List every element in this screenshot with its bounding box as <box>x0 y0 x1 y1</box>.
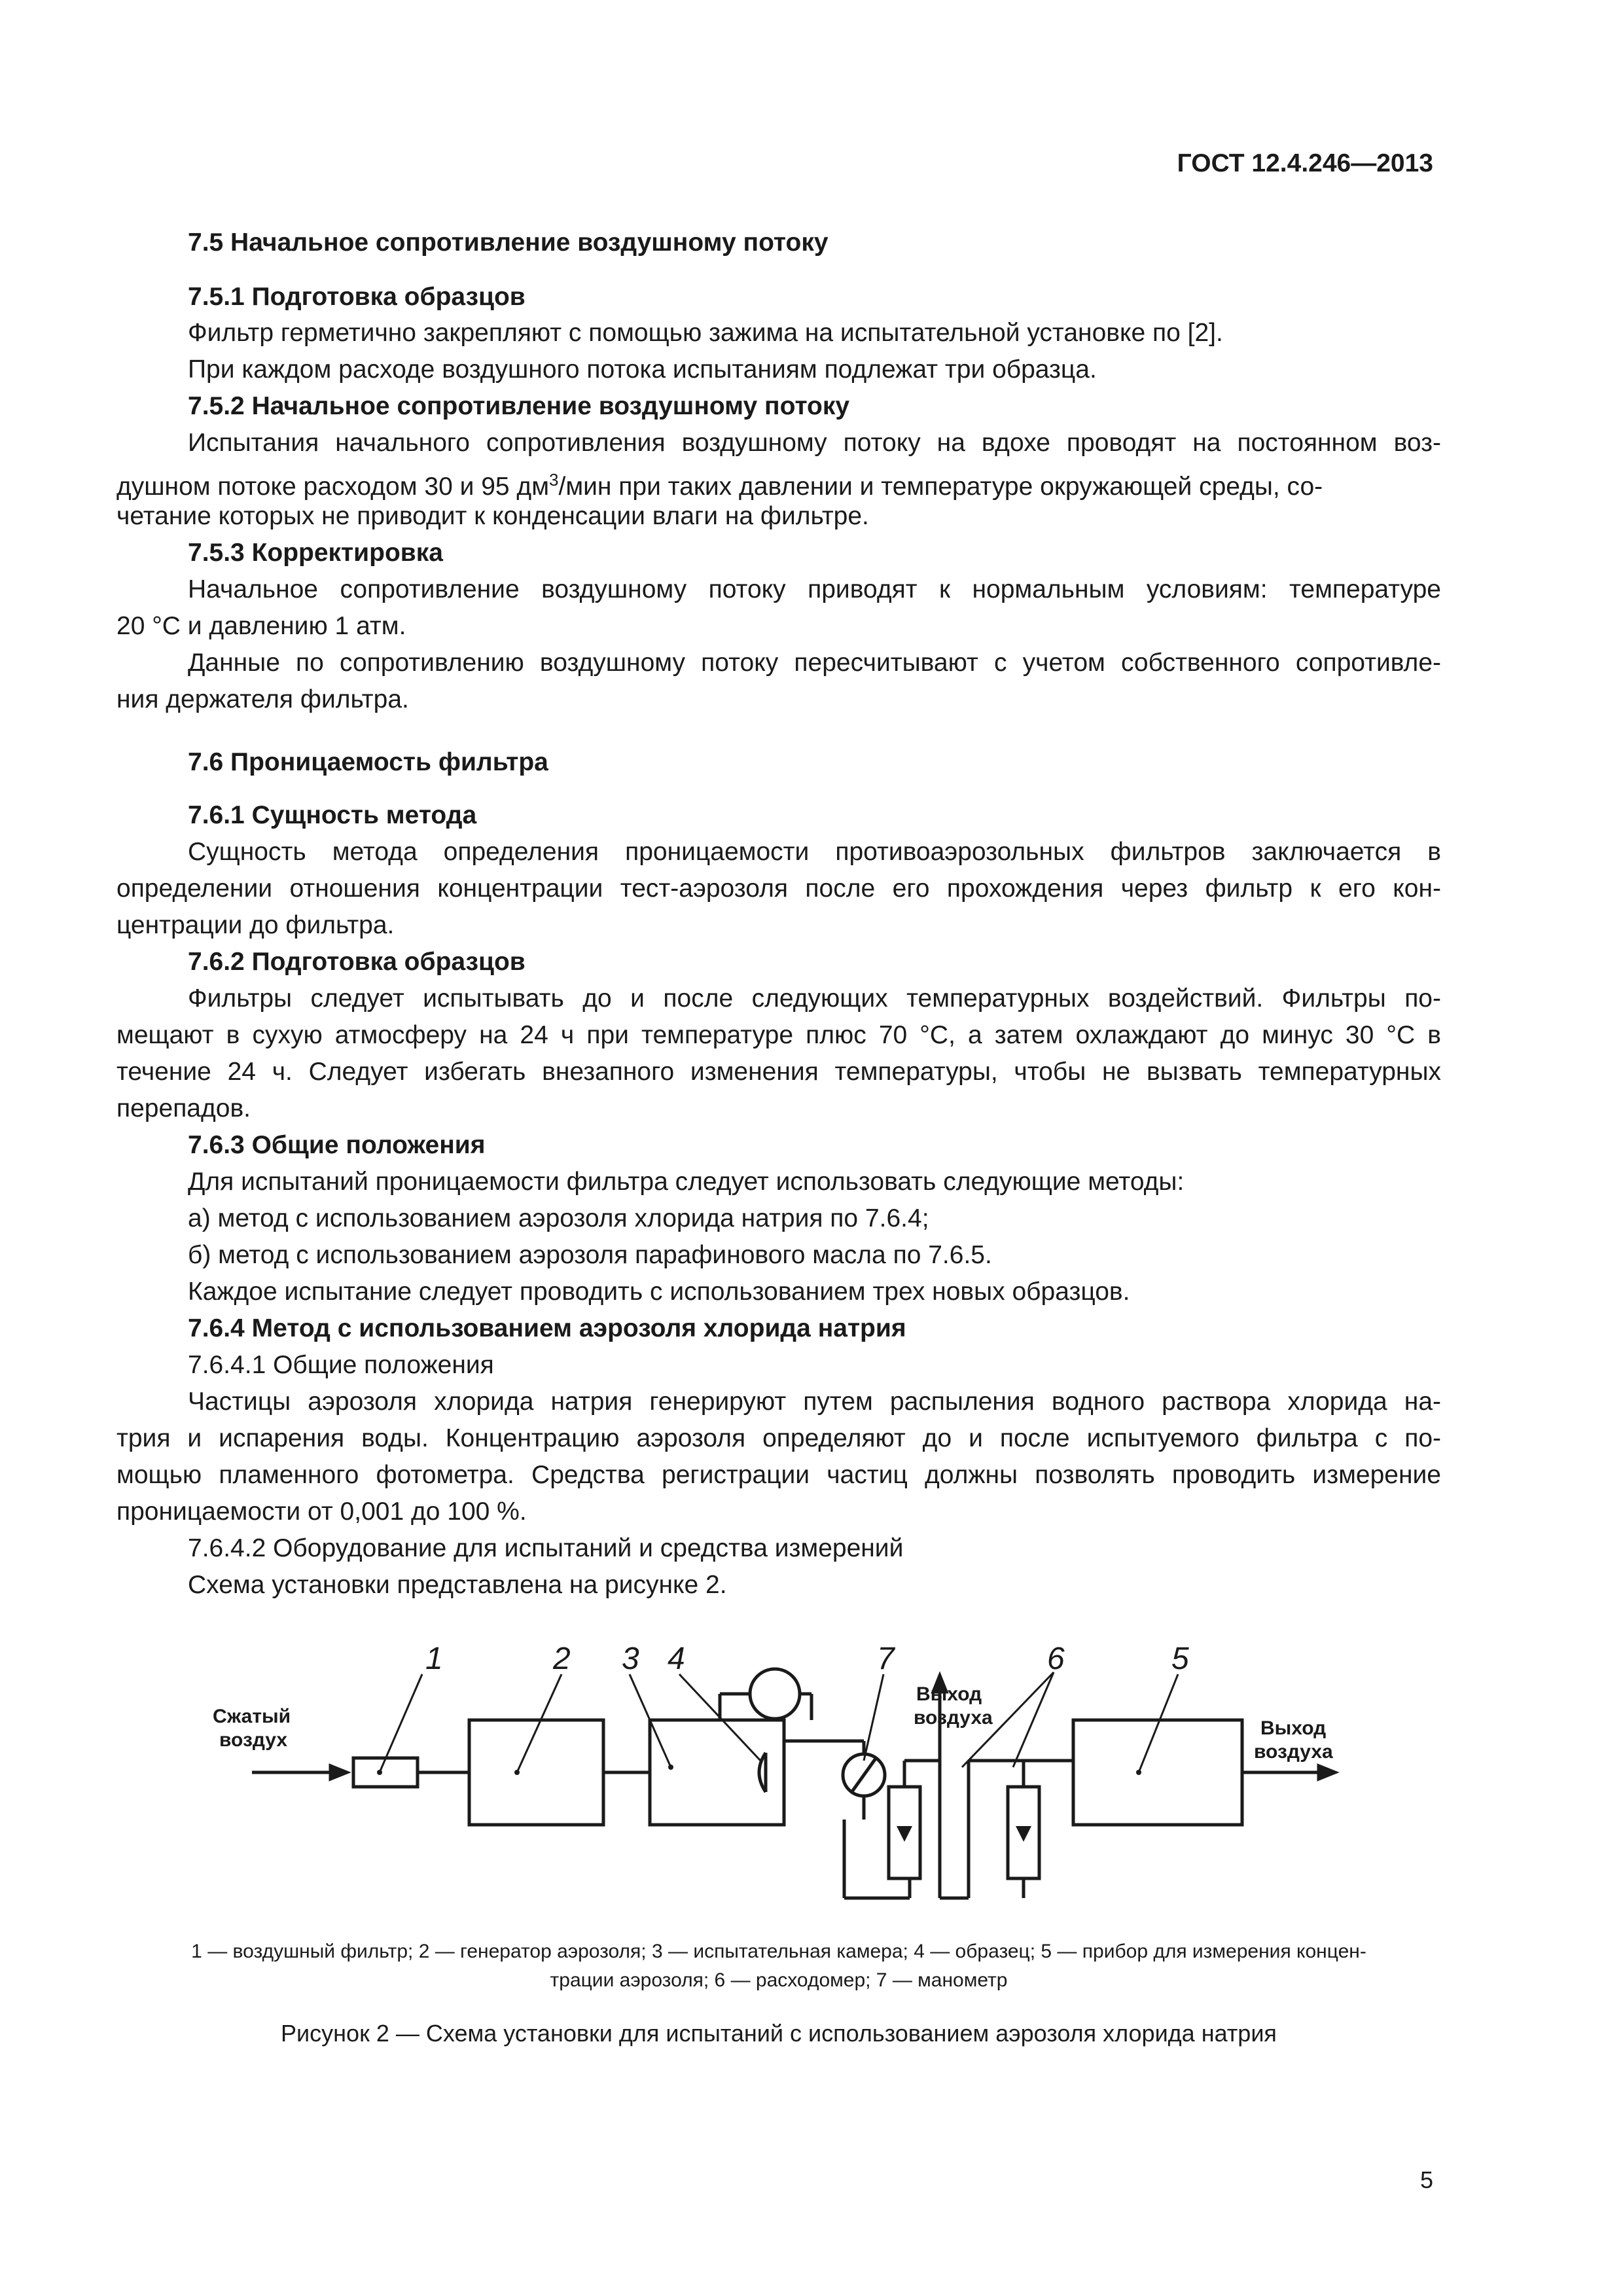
paragraph-line: Частицы аэрозоля хлорида натрия генерируют путем распыления водного раствора хлорида на- <box>188 1388 1441 1416</box>
leader-4 <box>679 1674 760 1761</box>
manometer-needle <box>851 1757 877 1793</box>
inlet-label: Сжатый <box>213 1706 291 1727</box>
label-3: 3 <box>622 1641 639 1676</box>
section-7-6-2-title: 7.6.2 Подготовка образцов <box>188 948 526 976</box>
paragraph-line: Схема установки представлена на рисунке 2. <box>188 1571 727 1599</box>
label-6: 6 <box>1047 1641 1065 1676</box>
outlet-arrow <box>1319 1766 1335 1779</box>
paragraph-line: проницаемости от 0,001 до 100 %. <box>116 1498 527 1526</box>
dot <box>1136 1770 1141 1775</box>
label-2: 2 <box>553 1641 571 1676</box>
section-7-6-1-title: 7.6.1 Сущность метода <box>188 801 477 829</box>
paragraph-line: Начальное сопротивление воздушному потоку приводят к нормальным условиям: температуре <box>188 575 1441 603</box>
paragraph-line: Фильтры следует испытывать до и после следующих температурных воздействий. Фильтры по- <box>188 984 1441 1013</box>
list-item: а) метод с использованием аэрозоля хлорида натрия по 7.6.4; <box>188 1204 929 1232</box>
label-1: 1 <box>425 1641 443 1676</box>
label-7: 7 <box>877 1641 895 1676</box>
paragraph-line: При каждом расходе воздушного потока испытаниям подлежат три образца. <box>188 355 1097 384</box>
flowmeter-2-float-icon <box>1016 1826 1031 1842</box>
section-7-5-2-title: 7.5.2 Начальное сопротивление воздушному потоку <box>188 392 850 420</box>
inlet-arrow <box>330 1766 347 1779</box>
concentration-meter-box <box>1073 1720 1242 1825</box>
paragraph-line: Данные по сопротивлению воздушному потоку пересчитывают с учетом собственного сопротивле- <box>188 649 1441 677</box>
list-item: б) метод с использованием аэрозоля парафинового масла по 7.6.5. <box>188 1241 992 1269</box>
section-7-5-1-title: 7.5.1 Подготовка образцов <box>188 283 526 311</box>
figure-caption: Рисунок 2 — Схема установки для испытаний с использованием аэрозоля хлорида натрия <box>281 2020 1277 2047</box>
section-7-6-title: 7.6 Проницаемость фильтра <box>188 748 548 776</box>
figure-legend-line: 1 — воздушный фильтр; 2 — генератор аэрозоля; 3 — испытательная камера; 4 — образец; 5 — прибор для измерения концен- <box>191 1941 1366 1962</box>
paragraph-line: мощью пламенного фотометра. Средства регистрации частиц должны позволять проводить измерение <box>116 1461 1441 1489</box>
paragraph-line: Сущность метода определения проницаемости противоаэрозольных фильтров заключается в <box>188 838 1441 866</box>
air-filter-box <box>353 1758 418 1787</box>
paragraph-line: Фильтр герметично закрепляют с помощью зажима на испытательной установке по [2]. <box>188 319 1223 347</box>
aerosol-generator-box <box>469 1720 603 1825</box>
section-7-5-3-title: 7.5.3 Корректировка <box>188 539 443 567</box>
manometer-top-icon <box>750 1669 800 1719</box>
paragraph-line: Каждое испытание следует проводить с использованием трех новых образцов. <box>188 1278 1130 1306</box>
leader-5 <box>1139 1674 1178 1772</box>
outlet-label: воздуха <box>1254 1741 1333 1763</box>
paragraph-line: перепадов. <box>116 1094 251 1122</box>
paragraph-line: мещают в сухую атмосферу на 24 ч при температуре плюс 70 °С, а затем охлаждают до минус 30 °С в <box>116 1021 1441 1049</box>
paragraph-line: четание которых не приводит к конденсации влаги на фильтре. <box>116 502 869 530</box>
paragraph-line: течение 24 ч. Следует избегать внезапного изменения температуры, чтобы не вызвать температурных <box>116 1058 1441 1086</box>
inlet-label: воздух <box>219 1729 288 1751</box>
page-number: 5 <box>1419 2166 1433 2193</box>
dot <box>668 1765 673 1770</box>
paragraph-text: /мин при таких давлении и температуре окружающей среды, со- <box>558 473 1323 501</box>
section-7-6-3-title: 7.6.3 Общие положения <box>188 1131 486 1159</box>
leader-7 <box>864 1674 883 1761</box>
paragraph-line: трия и испарения воды. Концентрацию аэрозоля определяют до и после испытуемого фильтра с по- <box>116 1424 1441 1452</box>
figure-legend-line: трации аэрозоля; 6 — расходомер; 7 — манометр <box>550 1969 1008 1991</box>
leader-2 <box>517 1674 562 1772</box>
document-header: ГОСТ 12.4.246—2013 <box>1177 149 1433 177</box>
label-4: 4 <box>668 1641 685 1676</box>
paragraph-line: 20 °С и давлению 1 атм. <box>116 612 406 640</box>
subsection-7-6-4-2-title: 7.6.4.2 Оборудование для испытаний и средства измерений <box>188 1534 904 1562</box>
mid-outlet-label: воздуха <box>914 1707 993 1729</box>
leader-6b <box>1013 1672 1054 1767</box>
dot <box>377 1770 382 1775</box>
label-5: 5 <box>1171 1641 1189 1676</box>
paragraph-line: определении отношения концентрации тест-аэрозоля после его прохождения через фильтр к его кон- <box>116 874 1441 903</box>
mid-outlet-label: Выход <box>916 1683 982 1705</box>
section-7-6-4-title: 7.6.4 Метод с использованием аэрозоля хлорида натрия <box>188 1314 906 1342</box>
subsection-7-6-4-1-title: 7.6.4.1 Общие положения <box>188 1351 494 1379</box>
paragraph-text: душном потоке расходом 30 и 95 дм <box>116 473 550 501</box>
test-chamber-box <box>650 1720 784 1825</box>
dot <box>514 1770 520 1775</box>
paragraph-line: Для испытаний проницаемости фильтра следует использовать следующие методы: <box>188 1168 1185 1196</box>
section-7-5-title: 7.5 Начальное сопротивление воздушному потоку <box>188 228 829 257</box>
flowmeter-1-float-icon <box>897 1826 912 1842</box>
paragraph-line: центрации до фильтра. <box>116 911 395 939</box>
figure-2-diagram <box>0 1623 1623 1924</box>
paragraph-line: ния держателя фильтра. <box>116 685 409 713</box>
superscript: 3 <box>549 470 559 490</box>
paragraph-line: Испытания начального сопротивления воздушному потоку на вдохе проводят на постоянном воз- <box>188 429 1441 457</box>
outlet-label: Выход <box>1260 1717 1327 1739</box>
